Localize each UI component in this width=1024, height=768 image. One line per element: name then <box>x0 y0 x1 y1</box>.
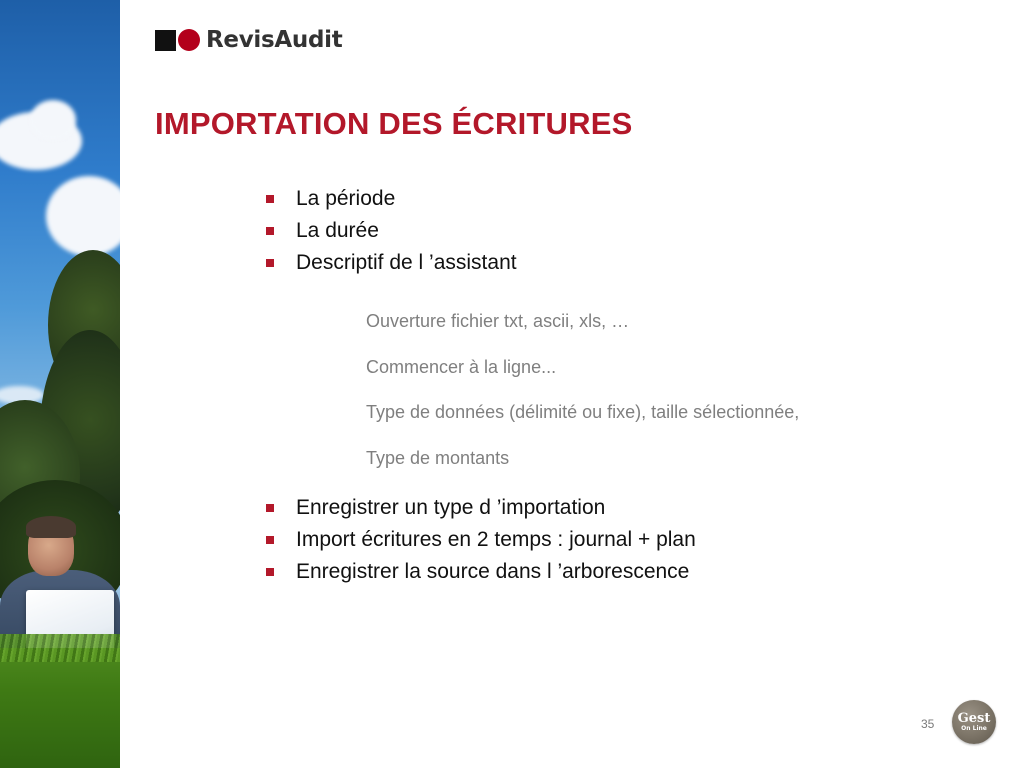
bullet-item <box>264 185 517 217</box>
bullet-text: Import écritures en 2 temps : journal + plan <box>296 528 696 551</box>
bullet-list-bottom <box>264 494 696 590</box>
logo-square-icon <box>155 30 176 51</box>
footer-logo-line2: On Line <box>961 724 987 732</box>
revisaudit-logo <box>155 26 342 54</box>
bullet-item <box>264 217 517 249</box>
person-hair <box>26 516 76 538</box>
bullet-text: La durée <box>296 219 379 242</box>
side-photo <box>0 0 120 768</box>
bullet-item <box>264 494 696 526</box>
sub-item: Type de données (délimité ou fixe), taille sélectionnée, <box>366 402 800 422</box>
bullet-item <box>264 526 696 558</box>
bullet-item <box>264 249 517 281</box>
logo-circle-icon <box>178 29 200 51</box>
square-bullet-icon <box>266 536 274 544</box>
logo-text: RevisAudit <box>206 27 343 53</box>
footer-logo-line1: Gest <box>957 710 991 726</box>
square-bullet-icon <box>266 568 274 576</box>
bullet-text: Descriptif de l ’assistant <box>296 251 517 274</box>
square-bullet-icon <box>266 504 274 512</box>
sub-list <box>366 310 799 492</box>
grass <box>0 648 120 768</box>
square-bullet-icon <box>266 259 274 267</box>
bullet-text: La période <box>296 187 396 210</box>
sub-item: Ouverture fichier txt, ascii, xls, … <box>366 311 630 331</box>
cloud <box>46 176 120 256</box>
page-number: 35 <box>921 717 935 731</box>
square-bullet-icon <box>266 195 274 203</box>
page-title: IMPORTATION DES ÉCRITURES <box>155 106 633 141</box>
gest-online-logo <box>952 700 996 744</box>
bullet-list-top <box>264 185 517 281</box>
cloud <box>30 100 76 140</box>
sub-item: Commencer à la ligne... <box>366 356 557 377</box>
bullet-text: Enregistrer un type d ’importation <box>296 496 606 519</box>
bullet-text: Enregistrer la source dans l ’arborescence <box>296 560 690 583</box>
sub-item: Type de montants <box>366 447 510 468</box>
square-bullet-icon <box>266 227 274 235</box>
bullet-item <box>264 558 696 590</box>
